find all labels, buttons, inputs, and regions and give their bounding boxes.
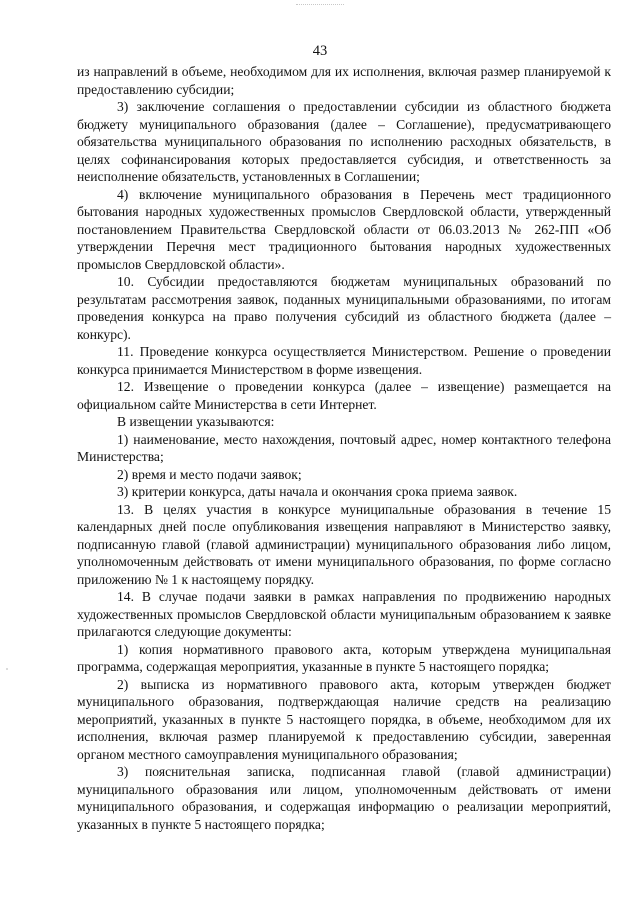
paragraph-doc-item-1: 1) копия нормативного правового акта, которым утверждена муниципальная программа, содержащая мероприятия, указанные в пункте 5 настоящего порядка; (77, 641, 611, 674)
paragraph-clause-12: 12. Извещение о проведении конкурса (далее – извещение) размещается на официальном сайте Министерства в сети Интернет. (77, 379, 611, 412)
paragraph-notice-item-1: 1) наименование, место нахождения, почтовый адрес, номер контактного телефона Министерства; (77, 431, 611, 464)
scan-artifact-dot (6, 668, 8, 670)
scan-artifact (296, 4, 344, 7)
paragraph-doc-item-3: 3) пояснительная записка, подписанная главой (главой администрации) муниципального образования или лицом, уполномоченным действовать от имени муниципального образования, и содержащая информацию о реализации мероприятий, указанных в пункте 5 настоящего порядка; (77, 764, 611, 832)
paragraph-clause-14: 14. В случае подачи заявки в рамках направления по продвижению народных художественных промыслов Свердловской области муниципальным образованием к заявке прилагаются следующие документы: (77, 589, 611, 639)
paragraph-continuation: из направлений в объеме, необходимом для их исполнения, включая размер планируемой к предоставлению субсидии; (77, 64, 611, 97)
paragraph-notice-intro: В извещении указываются: (117, 414, 275, 429)
paragraph-notice-item-2: 2) время и место подачи заявок; (117, 466, 302, 482)
paragraph-clause-11: 11. Проведение конкурса осуществляется Министерством. Решение о проведении конкурса принимается Министерством в форме извещения. (77, 344, 611, 377)
paragraph-doc-item-2: 2) выписка из нормативного правового акта, которым утвержден бюджет муниципального образования, подтверждающая наличие средств на реализацию мероприятий, указанных в пункте 5 настоящего порядка, в объеме, необходимом для их исполнения, включая размер планируемой к предоставлению субсидии, заверенная органом местного самоуправления муниципального образования; (77, 676, 611, 762)
paragraph-clause-13: 13. В целях участия в конкурсе муниципальные образования в течение 15 календарных дней после опубликования извещения направляют в Министерство заявку, подписанную главой (главой администрации) муниципального образования либо лицом, уполномоченным действовать от имени муниципального образования, по форме согласно приложению № 1 к настоящему порядку. (77, 501, 611, 587)
paragraph-item-3-agreement: 3) заключение соглашения о предоставлении субсидии из областного бюджета бюджету муниципального образования (далее – Соглашение), предусматривающего обязательства муниципального образования по исполнению расходных обязательств, в целях софинансирования которых предоставляется субсидия, и ответственность за неисполнение обязательств, установленных в Соглашении; (77, 99, 611, 184)
paragraph-notice-item-3: 3) критерии конкурса, даты начала и окончания срока приема заявок. (117, 484, 518, 499)
paragraph-item-4-registry: 4) включение муниципального образования в Перечень мест традиционного бытования народных художественных промыслов Свердловской области, утвержденный постановлением Правительства Свердловской области от 06.03.2013 № 262-ПП «Об утверждении Перечня мест традиционного бытования народных художественных промыслов Свердловской области». (77, 186, 611, 272)
paragraph-clause-10: 10. Субсидии предоставляются бюджетам муниципальных образований по результатам рассмотрения заявок, поданных муниципальными образованиями, по итогам проведения конкурса на право получения субсидий из областного бюджета (далее – конкурс). (77, 274, 611, 342)
document-body (77, 63, 611, 833)
page-number: 43 (312, 43, 328, 59)
